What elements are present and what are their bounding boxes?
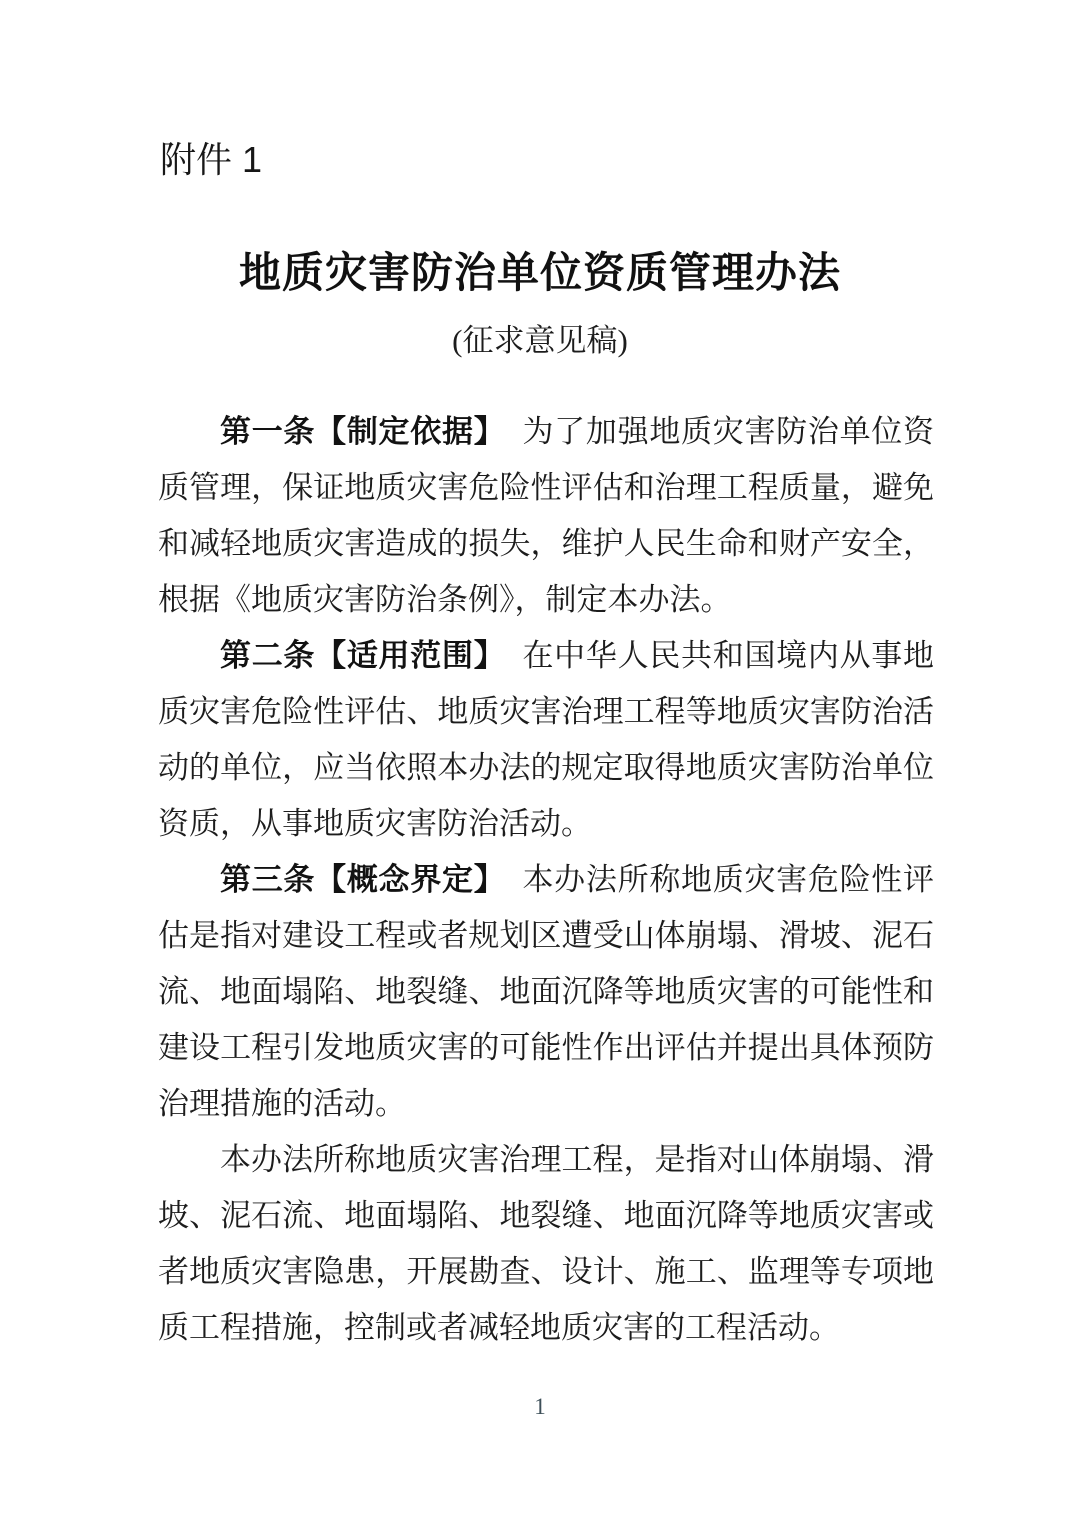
article-3-paragraph (158, 852, 934, 1132)
document-subtitle: (征求意见稿) (452, 323, 628, 358)
article-3-continuation-paragraph (158, 1132, 934, 1356)
article-1-text: 为了加强地质灾害防治单位资质管理，保证地质灾害危险性评估和治理工程质量，避免和减轻地质灾害造成的损失，维护人民生命和财产安全，根据《地质灾害防治条例》，制定本办法。 (158, 414, 935, 617)
article-3-heading: 第三条【概念界定】 (220, 862, 506, 897)
article-1-heading: 第一条【制定依据】 (220, 414, 506, 449)
attachment-label: 附件 1 (160, 139, 263, 180)
article-3-continuation-text: 本办法所称地质灾害治理工程，是指对山体崩塌、滑坡、泥石流、地面塌陷、地裂缝、地面沉降等地质灾害或者地质灾害隐患，开展勘查、设计、施工、监理等专项地质工程措施，控制或者减轻地质灾害的工程活动。 (158, 1142, 934, 1345)
document-title: 地质灾害防治单位资质管理办法 (238, 251, 841, 297)
document-body (158, 404, 934, 1356)
article-2-text: 在中华人民共和国境内从事地质灾害危险性评估、地质灾害治理工程等地质灾害防治活动的单位，应当依照本办法的规定取得地质灾害防治单位资质，从事地质灾害防治活动。 (158, 638, 935, 841)
article-2-paragraph (158, 628, 934, 852)
article-2-heading: 第二条【适用范围】 (220, 638, 506, 673)
page-number: 1 (534, 1394, 546, 1419)
article-3-text: 本办法所称地质灾害危险性评估是指对建设工程或者规划区遭受山体崩塌、滑坡、泥石流、地面塌陷、地裂缝、地面沉降等地质灾害的可能性和建设工程引发地质灾害的可能性作出评估并提出具体预防治理措施的活动。 (158, 862, 935, 1121)
article-1-paragraph (158, 404, 934, 628)
